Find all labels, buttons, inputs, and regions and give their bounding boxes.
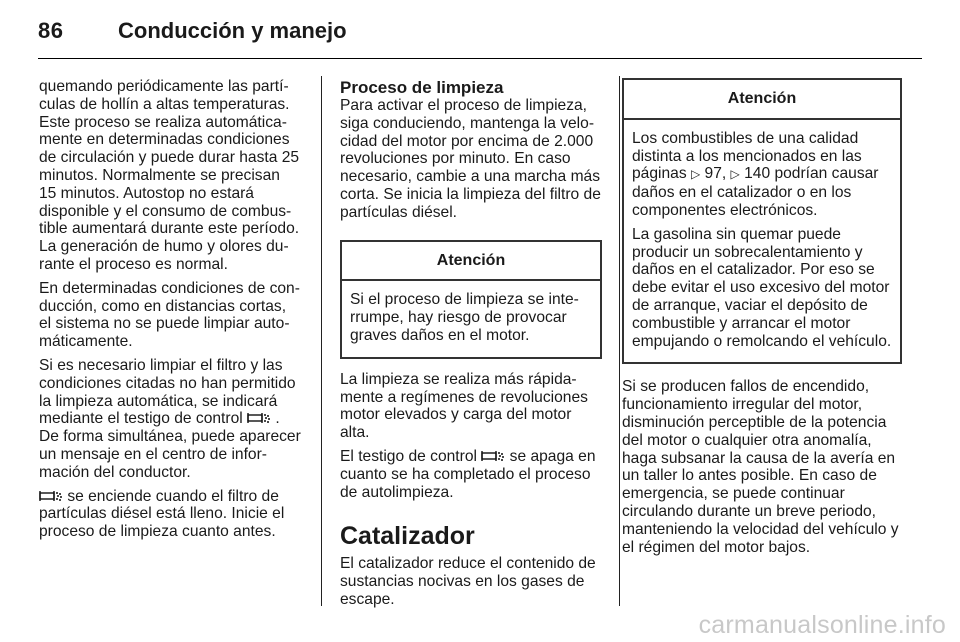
diesel-particulate-filter-icon	[481, 450, 505, 462]
section-title: Catalizador	[340, 522, 475, 551]
header-rule	[38, 58, 922, 59]
diesel-particulate-filter-icon	[247, 412, 271, 424]
paragraph: Si se producen fallos de encendido, funcionamiento irregular del motor, disminución perceptible de la potencia del motor o cualquier otra anomalía, haga subsanar la causa de la avería en un taller lo antes posible. En caso de emergencia, se puede continuar circulando durante un breve periodo, manteniendo la velocidad del vehículo y el régimen del motor bajos.	[622, 378, 899, 556]
column-divider	[321, 76, 322, 606]
page-number: 86	[38, 18, 64, 43]
paragraph-text: Si es necesario limpiar el filtro y las condiciones citadas no han permitido la limpieza automática, se indicará mediante el testigo de control	[39, 356, 296, 428]
paragraph: La limpieza se realiza más rápidamente a regímenes de revoluciones motor elevados y carga del motor alta.	[340, 370, 588, 442]
notice-text-part: Los combustibles de una calidad distinta a los mencionados en las páginas	[632, 129, 862, 183]
notice-body	[342, 281, 600, 356]
notice-text	[632, 130, 892, 220]
notice-text-part: 140 podrían causar daños en el catalizador o en los componentes electrónicos.	[632, 165, 879, 219]
notice-text-part: 97,	[700, 165, 731, 183]
paragraph: quemando periódicamente las partículas de hollín a altas temperaturas. Este proceso se realiza automáticamente en determinadas condiciones de circulación y puede durar hasta 25 minutos. Normalmente se precisan 15 minutos. Autostop no estará disponible y el consumo de combustible aumentará durante este período. La generación de humo y olores durante el proceso es normal.	[39, 78, 300, 273]
paragraph	[340, 448, 602, 501]
page-reference-arrow-icon: ▷	[690, 167, 701, 182]
paragraph: Para activar el proceso de limpieza, siga conduciendo, mantenga la velocidad del motor por encima de 2.000 revoluciones por minuto. En caso necesario, cambie a una marcha más corta. Se inicia la limpieza del filtro de partículas diésel.	[340, 97, 601, 221]
notice-box	[340, 240, 602, 359]
page-title: Conducción y manejo	[118, 18, 347, 43]
watermark: carmanualsonline.info	[698, 611, 946, 639]
notice-body	[624, 120, 900, 363]
column-divider	[619, 76, 620, 606]
paragraph-text: se enciende cuando el filtro de partículas diésel está lleno. Inicie el proceso de limpieza cuanto antes.	[39, 487, 285, 541]
notice-title: Atención	[624, 80, 900, 120]
notice-title: Atención	[342, 242, 600, 282]
notice-text: Si el proceso de limpieza se interrumpe, hay riesgo de provocar graves daños en el motor.	[350, 291, 579, 344]
subheading: Proceso de limpieza	[340, 78, 504, 97]
paragraph: El catalizador reduce el contenido de sustancias nocivas en los gases de escape.	[340, 555, 596, 608]
page-header	[38, 14, 922, 48]
paragraph: En determinadas condiciones de conducción, como en distancias cortas, el sistema no se puede limpiar automáticamente.	[39, 279, 300, 351]
notice-text: La gasolina sin quemar puede producir un sobrecalentamiento y daños en el catalizador. Por eso se debe evitar el uso excesivo del motor de arranque, vaciar el depósito de combustible y arrancar el motor empujando o remolcando el vehículo.	[632, 225, 892, 350]
text-column-middle	[340, 78, 602, 615]
paragraph-text: se apaga en cuanto se ha completado el proceso de autolimpieza.	[340, 447, 596, 501]
text-column-right	[622, 78, 902, 562]
paragraph	[39, 357, 301, 482]
text-column-left	[39, 78, 301, 547]
diesel-particulate-filter-icon	[39, 490, 63, 502]
paragraph-text: El testigo de control	[340, 447, 477, 465]
notice-box	[622, 78, 902, 364]
page-reference-arrow-icon: ▷	[730, 167, 740, 182]
paragraph-text: . De forma simultánea, puede aparecer un mensaje en el centro de información del conductor.	[39, 410, 301, 481]
paragraph	[39, 488, 301, 541]
